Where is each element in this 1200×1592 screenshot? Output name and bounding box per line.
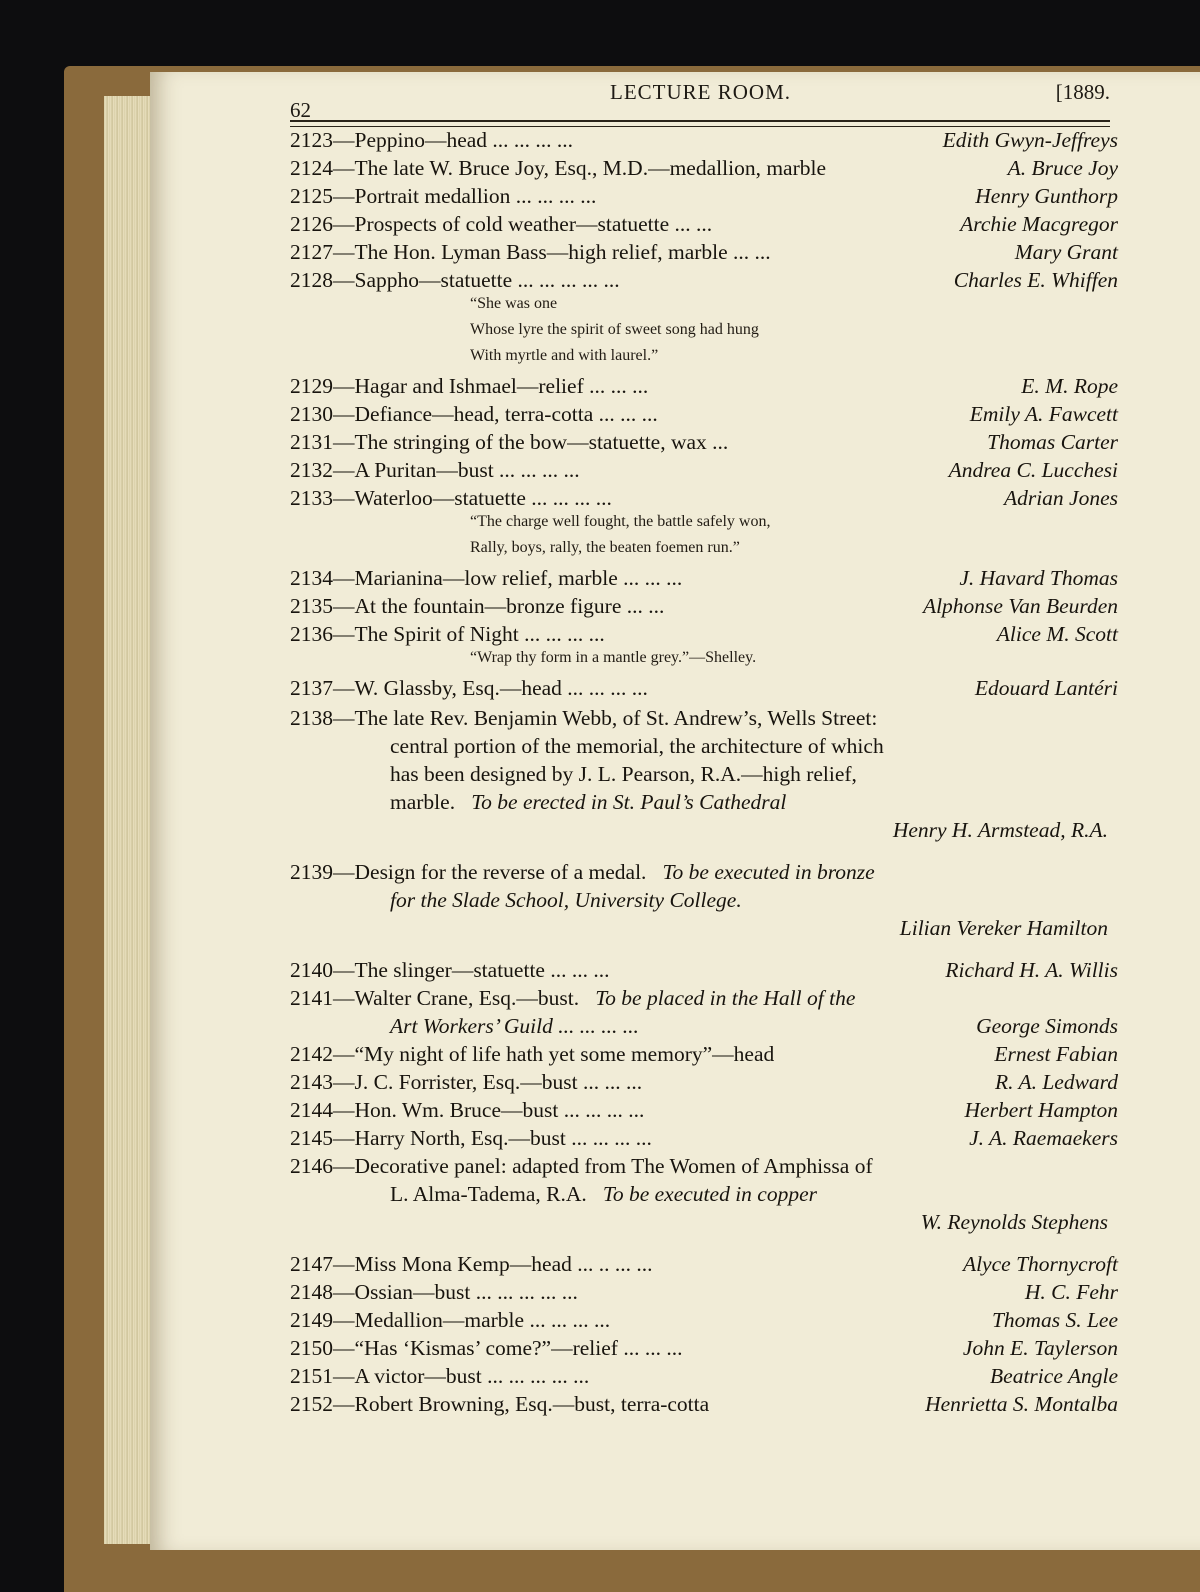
artist-name: Herbert Hampton (964, 1098, 1118, 1122)
artist-name: Richard H. A. Willis (945, 958, 1118, 982)
entry-text: 2151—A victor—bust ... ... ... ... ... (290, 1364, 590, 1388)
entry-text: 2130—Defiance—head, terra-cotta ... ... ... (290, 402, 658, 426)
entry-note: To be erected in St. Paul’s Cathedral (471, 790, 787, 814)
entry-text: 2147—Miss Mona Kemp—head ... .. ... ... (290, 1252, 653, 1276)
entry-note: To be placed in the Hall of the (595, 986, 856, 1010)
catalogue-entry (290, 484, 1118, 512)
catalogue-entry (290, 1306, 1118, 1334)
catalogue-entry (290, 564, 1118, 592)
spacer (290, 1236, 1118, 1250)
artist-name: Adrian Jones (1003, 486, 1118, 510)
spacer (290, 942, 1118, 956)
artist-name: Ernest Fabian (994, 1042, 1118, 1066)
catalogue-entry (290, 592, 1118, 620)
artist-name: Edouard Lantéri (974, 676, 1118, 700)
entry-note: To be executed in copper (602, 1182, 817, 1206)
artist-name: Thomas S. Lee (991, 1308, 1118, 1332)
artist-name: Archie Macgregor (960, 212, 1118, 236)
verse-quote-line: Rally, boys, rally, the beaten foemen run.” (470, 539, 740, 556)
entry-text: 2134—Marianina—low relief, marble ... ... ... (290, 566, 683, 590)
entry-text: 2127—The Hon. Lyman Bass—high relief, marble ... ... (290, 240, 771, 264)
entries-block-4 (290, 1250, 1118, 1418)
artist-name: Lilian Vereker Hamilton (899, 916, 1108, 940)
catalogue-entry (290, 428, 1118, 456)
catalogue-entry (290, 182, 1118, 210)
entry-text: 2135—At the fountain—bronze figure ... ... (290, 594, 665, 618)
catalogue-entry (290, 1278, 1118, 1306)
entry-line (290, 886, 1118, 914)
catalogue-entry (290, 372, 1118, 400)
artist-name: Edith Gwyn-Jeffreys (942, 128, 1118, 152)
spacer (290, 844, 1118, 858)
catalogue-entry (290, 1124, 1118, 1152)
entry-text: 2128—Sappho—statuette ... ... ... ... ... (290, 268, 620, 292)
verse-quote-line: “Wrap thy form in a mantle grey.”—Shelley. (470, 649, 757, 666)
verse-quote-line: Whose lyre the spirit of sweet song had hung (470, 321, 759, 338)
catalogue-entry-2146 (290, 1152, 1118, 1236)
entry-text: 2129—Hagar and Ishmael—relief ... ... ... (290, 374, 649, 398)
entry-text: 2143—J. C. Forrister, Esq.—bust ... ... ... (290, 1070, 643, 1094)
catalogue-entry (290, 400, 1118, 428)
verse-quote-line: “She was one (470, 295, 558, 312)
entry-note: To be executed in bronze (662, 860, 875, 884)
entry-text: L. Alma-Tadema, R.A. (390, 1182, 587, 1206)
catalogue-entry (290, 1096, 1118, 1124)
artist-name: Emily A. Fawcett (969, 402, 1118, 426)
artist-name: J. Havard Thomas (959, 566, 1118, 590)
entry-text: 2139—Design for the reverse of a medal. (290, 860, 647, 884)
entry-line: 2138—The late Rev. Benjamin Webb, of St. Andrew’s, Wells Street: (290, 706, 878, 730)
entry-text: 2142—“My night of life hath yet some memory”—head (290, 1042, 775, 1066)
entry-note: Art Workers’ Guild ... ... ... ... (390, 1014, 639, 1038)
catalogue-entry (290, 456, 1118, 484)
entry-text: 2149—Medallion—marble ... ... ... ... (290, 1308, 611, 1332)
entry-line (290, 858, 1118, 886)
page-number: 62 (290, 98, 311, 122)
entry-line (290, 1012, 1118, 1040)
catalogue-entry-2138 (290, 704, 1118, 844)
entry-text: 2124—The late W. Bruce Joy, Esq., M.D.—medallion, marble (290, 156, 827, 180)
catalogue-entry (290, 1362, 1118, 1390)
entry-text: 2145—Harry North, Esq.—bust ... ... ... ... (290, 1126, 652, 1150)
entry-text: 2133—Waterloo—statuette ... ... ... ... (290, 486, 612, 510)
entry-line (290, 788, 1118, 816)
entry-text: 2140—The slinger—statuette ... ... ... (290, 958, 610, 982)
verse-quote-line: With myrtle and with laurel.” (470, 347, 659, 364)
entry-text: 2141—Walter Crane, Esq.—bust. (290, 986, 580, 1010)
entry-text: 2123—Peppino—head ... ... ... ... (290, 128, 574, 152)
catalogue-entry (290, 956, 1118, 984)
artist-name: Charles E. Whiffen (953, 268, 1118, 292)
catalogue-list (290, 126, 1118, 1506)
catalogue-entry (290, 1390, 1118, 1418)
verse-quote-line: “The charge well fought, the battle safely won, (470, 513, 771, 530)
artist-name: George Simonds (976, 1014, 1118, 1038)
entry-text: 2148—Ossian—bust ... ... ... ... ... (290, 1280, 578, 1304)
entry-line (290, 984, 1118, 1012)
catalogue-entry (290, 210, 1118, 238)
catalogue-entry (290, 238, 1118, 266)
catalogue-entry-2139 (290, 858, 1118, 942)
artist-name: Mary Grant (1014, 240, 1118, 264)
entry-text: 2152—Robert Browning, Esq.—bust, terra-cotta (290, 1392, 710, 1416)
catalogue-entry (290, 266, 1118, 294)
entry-text: marble. (390, 790, 456, 814)
catalogue-entry (290, 126, 1118, 154)
year-label: [1889. (1055, 80, 1110, 104)
section-title: LECTURE ROOM. (610, 80, 791, 104)
artist-name: A. Bruce Joy (1007, 156, 1118, 180)
artist-name: Alyce Thornycroft (962, 1252, 1118, 1276)
artist-name: R. A. Ledward (994, 1070, 1118, 1094)
artist-name: John E. Taylerson (962, 1336, 1118, 1360)
catalogue-entry (290, 154, 1118, 182)
artist-name: W. Reynolds Stephens (920, 1210, 1108, 1234)
entries-block-2 (290, 956, 1118, 984)
entries-block-1 (290, 126, 1118, 702)
entry-text: 2131—The stringing of the bow—statuette, wax ... (290, 430, 729, 454)
artist-name: H. C. Fehr (1024, 1280, 1118, 1304)
entry-text: 2136—The Spirit of Night ... ... ... ... (290, 622, 605, 646)
artist-name: E. M. Rope (1021, 374, 1118, 398)
catalogue-entry (290, 674, 1118, 702)
artist-name: Alice M. Scott (996, 622, 1118, 646)
entry-text: 2132—A Puritan—bust ... ... ... ... (290, 458, 580, 482)
entries-block-3 (290, 1040, 1118, 1152)
entry-line: central portion of the memorial, the architecture of which (390, 734, 884, 758)
artist-name: Andrea C. Lucchesi (948, 458, 1118, 482)
entry-text: 2150—“Has ‘Kismas’ come?”—relief ... ... ... (290, 1336, 683, 1360)
artist-name: J. A. Raemaekers (969, 1126, 1118, 1150)
running-header (290, 80, 1110, 122)
catalogue-entry (290, 1334, 1118, 1362)
entry-text: 2125—Portrait medallion ... ... ... ... (290, 184, 597, 208)
catalogue-entry (290, 1040, 1118, 1068)
entry-text: 2144—Hon. Wm. Bruce—bust ... ... ... ... (290, 1098, 645, 1122)
entry-line: has been designed by J. L. Pearson, R.A.—high relief, (390, 762, 857, 786)
artist-name: Henrietta S. Montalba (925, 1392, 1118, 1416)
artist-name: Beatrice Angle (990, 1364, 1118, 1388)
artist-name: Henry Gunthorp (975, 184, 1118, 208)
entry-text: 2137—W. Glassby, Esq.—head ... ... ... ... (290, 676, 648, 700)
entry-note: for the Slade School, University College. (390, 888, 742, 912)
artist-name: Henry H. Armstead, R.A. (892, 818, 1108, 842)
artist-name: Thomas Carter (987, 430, 1118, 454)
catalogue-entry (290, 1068, 1118, 1096)
entry-line: 2146—Decorative panel: adapted from The Women of Amphissa of (290, 1154, 873, 1178)
entry-text: 2126—Prospects of cold weather—statuette ... ... (290, 212, 713, 236)
catalogue-entry-2141 (290, 984, 1118, 1040)
catalogue-entry (290, 620, 1118, 648)
artist-name: Alphonse Van Beurden (922, 594, 1118, 618)
entry-line (290, 1180, 1118, 1208)
catalogue-entry (290, 1250, 1118, 1278)
